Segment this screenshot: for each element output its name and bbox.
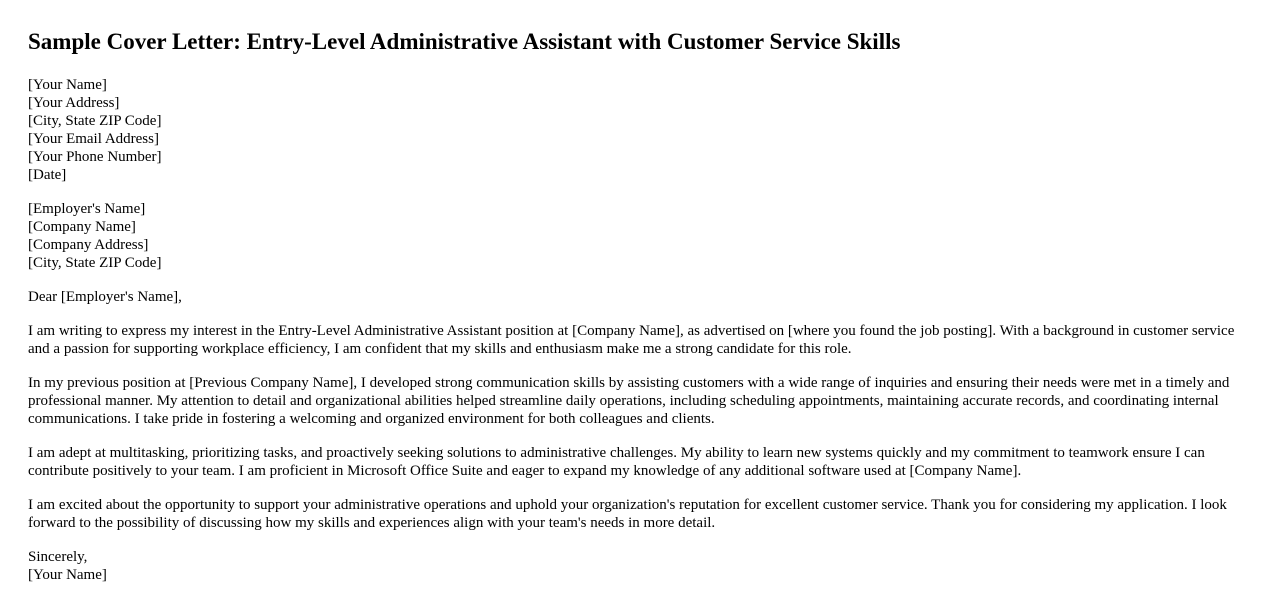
closing-phrase: Sincerely, — [28, 549, 88, 565]
company-name: [Company Name] — [28, 219, 136, 235]
company-city-state-zip: [City, State ZIP Code] — [28, 255, 162, 271]
sender-city-state-zip: [City, State ZIP Code] — [28, 113, 162, 129]
page-title: Sample Cover Letter: Entry-Level Administrative Assistant with Customer Service Skills — [28, 29, 901, 54]
sender-address: [Your Address] — [28, 95, 120, 111]
salutation: Dear [Employer's Name], — [28, 289, 182, 305]
letter-date: [Date] — [28, 167, 67, 183]
sender-name: [Your Name] — [28, 77, 107, 93]
recipient-address-block — [28, 200, 1250, 272]
signature-name: [Your Name] — [28, 567, 107, 583]
body-paragraph-2: In my previous position at [Previous Company Name], I developed strong communication skills by assisting customers with a wide range of inquiries and ensuring their needs were met in a timely and professional manner. My attention to detail and organizational abilities helped streamline daily operations, including scheduling appointments, maintaining accurate records, and coordinating internal communications. I take pride in fostering a welcoming and organized environment for both colleagues and clients. — [28, 375, 1230, 427]
body-paragraph-1: I am writing to express my interest in the Entry-Level Administrative Assistant position at [Company Name], as advertised on [where you found the job posting]. With a background in customer service and a passion for supporting workplace efficiency, I am confident that my skills and enthusiasm make me a strong candidate for this role. — [28, 323, 1235, 357]
body-paragraph-4: I am excited about the opportunity to support your administrative operations and uphold your organization's reputation for excellent customer service. Thank you for considering my application. I look forward to the possibility of discussing how my skills and experiences align with your team's needs in more detail. — [28, 497, 1227, 531]
sender-address-block — [28, 76, 1250, 184]
sender-phone: [Your Phone Number] — [28, 149, 162, 165]
company-address: [Company Address] — [28, 237, 149, 253]
closing-block — [28, 548, 1250, 584]
body-paragraph-3: I am adept at multitasking, prioritizing tasks, and proactively seeking solutions to administrative challenges. My ability to learn new systems quickly and my commitment to teamwork ensure I can contribute positively to your team. I am proficient in Microsoft Office Suite and eager to expand my knowledge of any additional software used at [Company Name]. — [28, 445, 1205, 479]
employer-name: [Employer's Name] — [28, 201, 146, 217]
sender-email: [Your Email Address] — [28, 131, 159, 147]
